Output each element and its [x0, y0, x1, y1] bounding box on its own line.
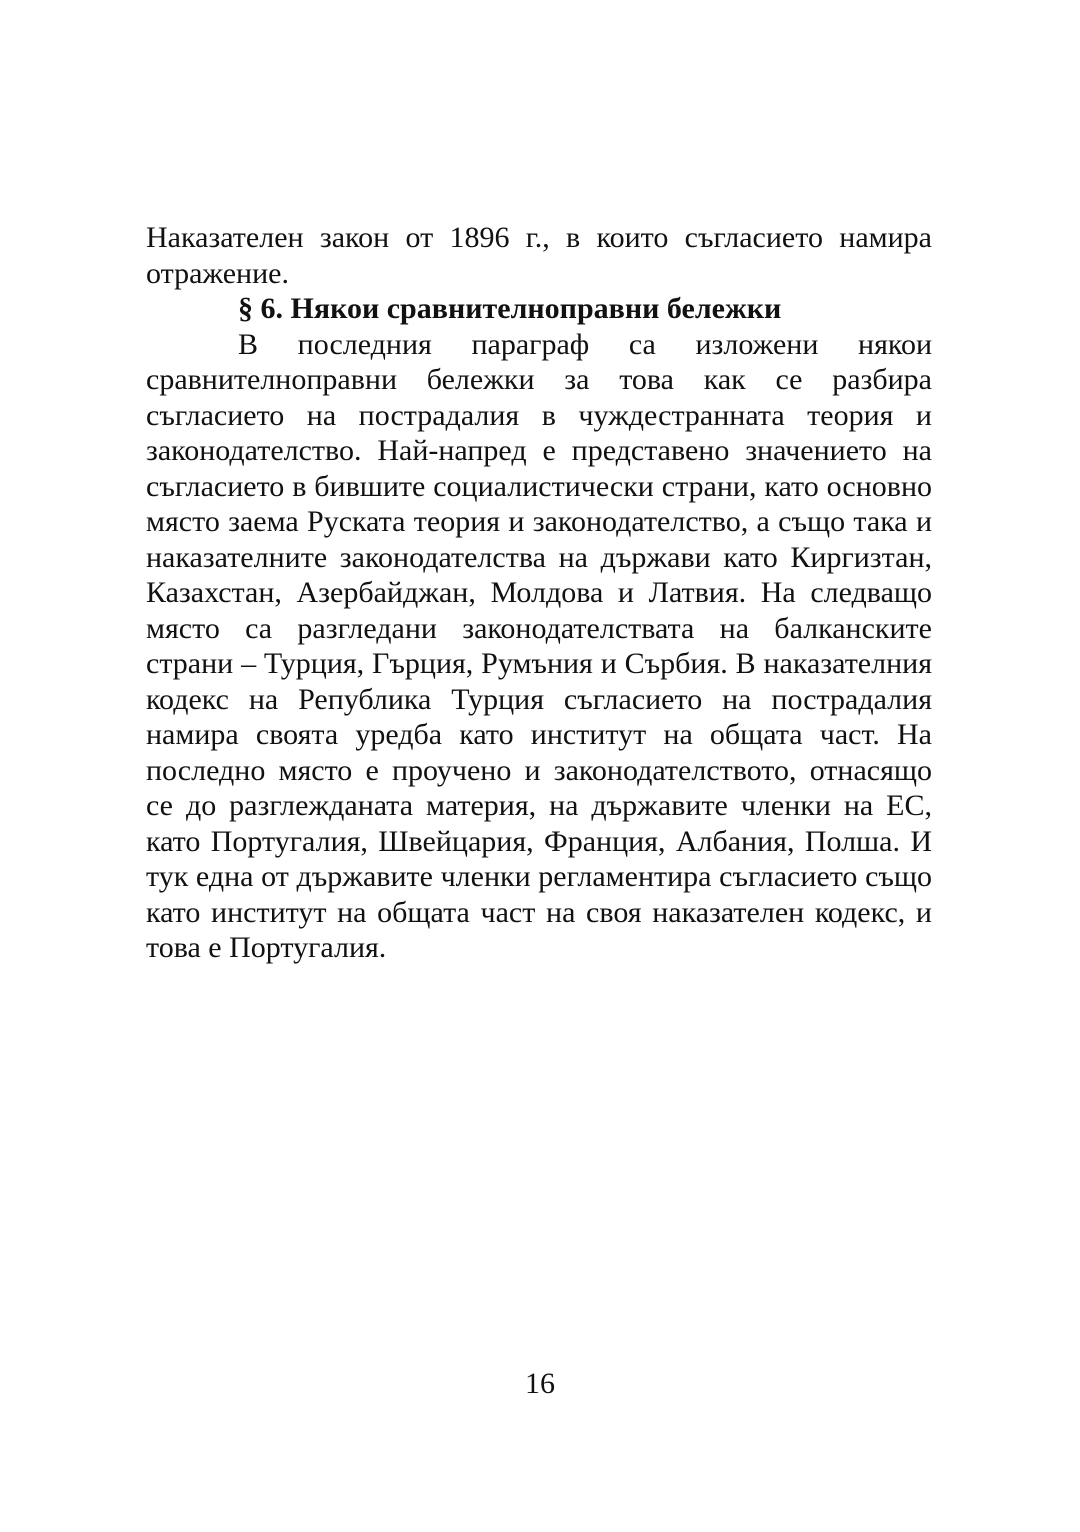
page-number: 16: [525, 1367, 555, 1400]
section-heading: § 6. Някои сравнителноправни бележки: [238, 292, 782, 325]
continuation-paragraph: Наказателен закон от 1896 г., в които съгласието намира отражение.: [146, 221, 932, 290]
page-body: [146, 220, 932, 966]
body-paragraph: В последния параграф са изложени някои сравнителноправни бележки за това как се разбира съгласието на пострадалия в чуждестранната теория и законодателство. Най-напред е представено значението на съгласието в бившите социалистически страни, като основно място заема Руската теория и законодателство, а също така и наказателните законодателства на държави като Киргизтан, Казахстан, Азербайджан, Молдова и Латвия. На следващо място са разгледани законодателствата на балканските страни – Турция, Гърция, Румъния и Сърбия. В наказателния кодекс на Република Турция съгласието на пострадалия намира своята уредба като институт на общата част. На последно място е проучено и законодателството, отнасящо се до разглежданата материя, на държавите членки на ЕС, като Португалия, Швейцария, Франция, Албания, Полша. И тук една от държавите членки регламентира съгласието също като институт на общата част на своя наказателен кодекс, и това е Португалия.: [146, 327, 932, 964]
